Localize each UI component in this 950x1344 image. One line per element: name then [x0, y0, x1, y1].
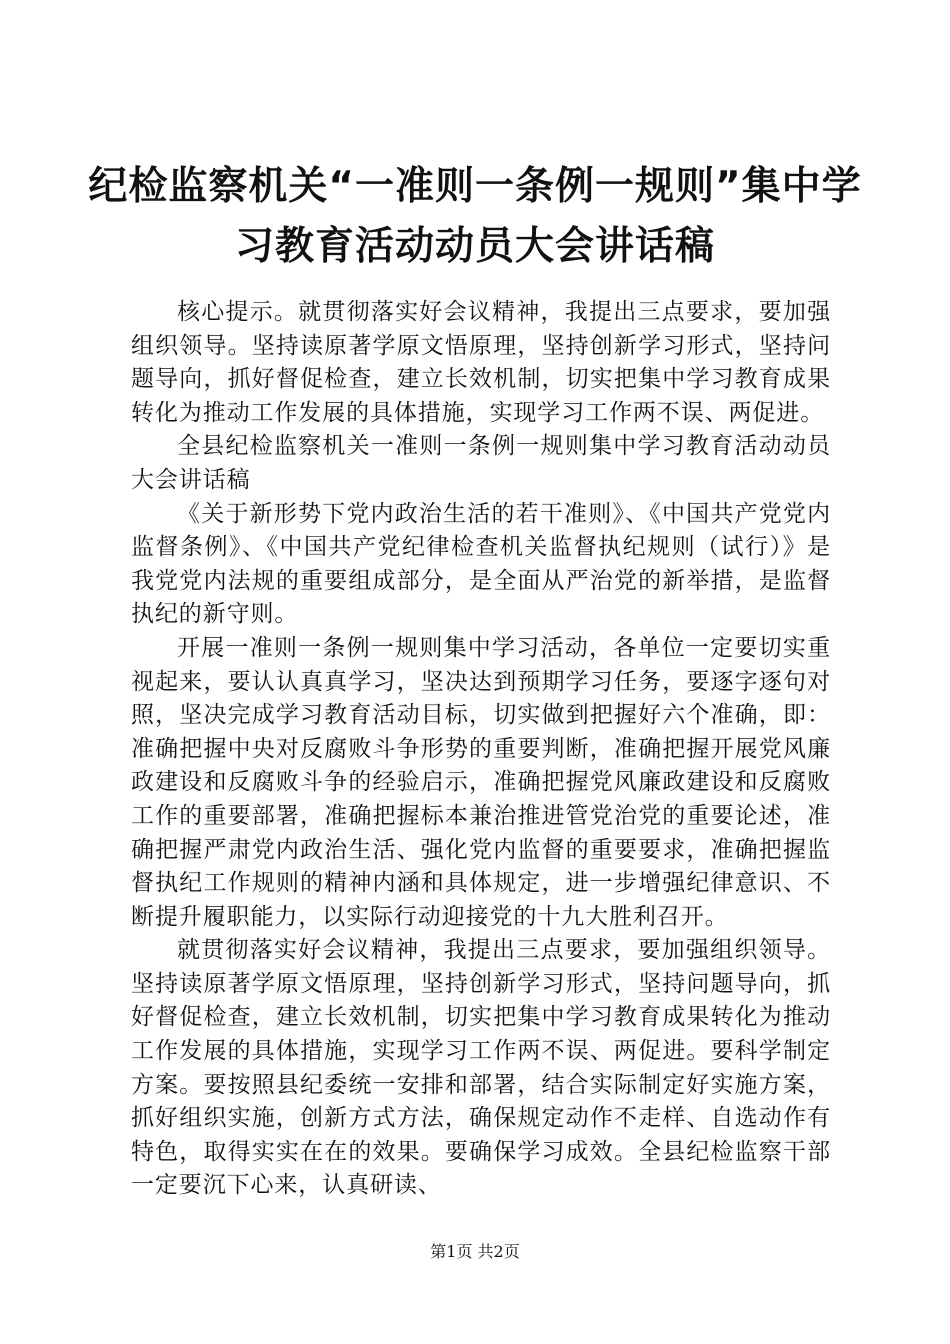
document-body [131, 296, 831, 1203]
paragraph-summary: 核心提示。就贯彻落实好会议精神，我提出三点要求，要加强组织领导。坚持读原著学原文悟原理，坚持创新学习形式，坚持问题导向，抓好督促检查，建立长效机制，切实把集中学习教育成果转化为推动工作发展的具体措施，实现学习工作两不误、两促进。 [131, 299, 831, 426]
paragraph-six-accuracies: 开展一准则一条例一规则集中学习活动，各单位一定要切实重视起来，要认认真真学习，坚决达到预期学习任务，要逐字逐句对照，坚决完成学习教育活动目标，切实做到把握好六个准确，即：准确把握中央对反腐败斗争形势的重要判断，准确把握开展党风廉政建设和反腐败斗争的经验启示，准确把握党风廉政建设和反腐败工作的重要部署，准确把握标本兼治推进管党治党的重要论述，准确把握严肃党内政治生活、强化党内监督的重要要求，准确把握监督执纪工作规则的精神内涵和具体规定，进一步增强纪律意识、不断提升履职能力，以实际行动迎接党的十九大胜利召开。 [131, 634, 831, 930]
paragraph-three-requirements: 就贯彻落实好会议精神，我提出三点要求，要加强组织领导。坚持读原著学原文悟原理，坚持创新学习形式，坚持问题导向，抓好督促检查，建立长效机制，切实把集中学习教育成果转化为推动工作发展的具体措施，实现学习工作两不误、两促进。要科学制定方案。要按照县纪委统一安排和部署，结合实际制定好实施方案，抓好组织实施，创新方式方法，确保规定动作不走样、自选动作有特色，取得实实在在的效果。要确保学习成效。全县纪检监察干部一定要沉下心来，认真研读、 [131, 937, 831, 1199]
document-title-line-1: 纪检监察机关“一准则一条例一规则”集中学 [88, 164, 862, 209]
paragraph-subtitle: 全县纪检监察机关一准则一条例一规则集中学习教育活动动员大会讲话稿 [131, 433, 831, 493]
paragraph-regulations: 《关于新形势下党内政治生活的若干准则》、《中国共产党党内监督条例》、《中国共产党纪律检查机关监督执纪规则（试行）》是我党党内法规的重要组成部分，是全面从严治党的新举措，是监督执纪的新守则。 [131, 500, 831, 628]
document-title-line-2: 习教育活动动员大会讲话稿 [234, 224, 715, 269]
page-number-footer: 第1页 共2页 [430, 1242, 520, 1261]
